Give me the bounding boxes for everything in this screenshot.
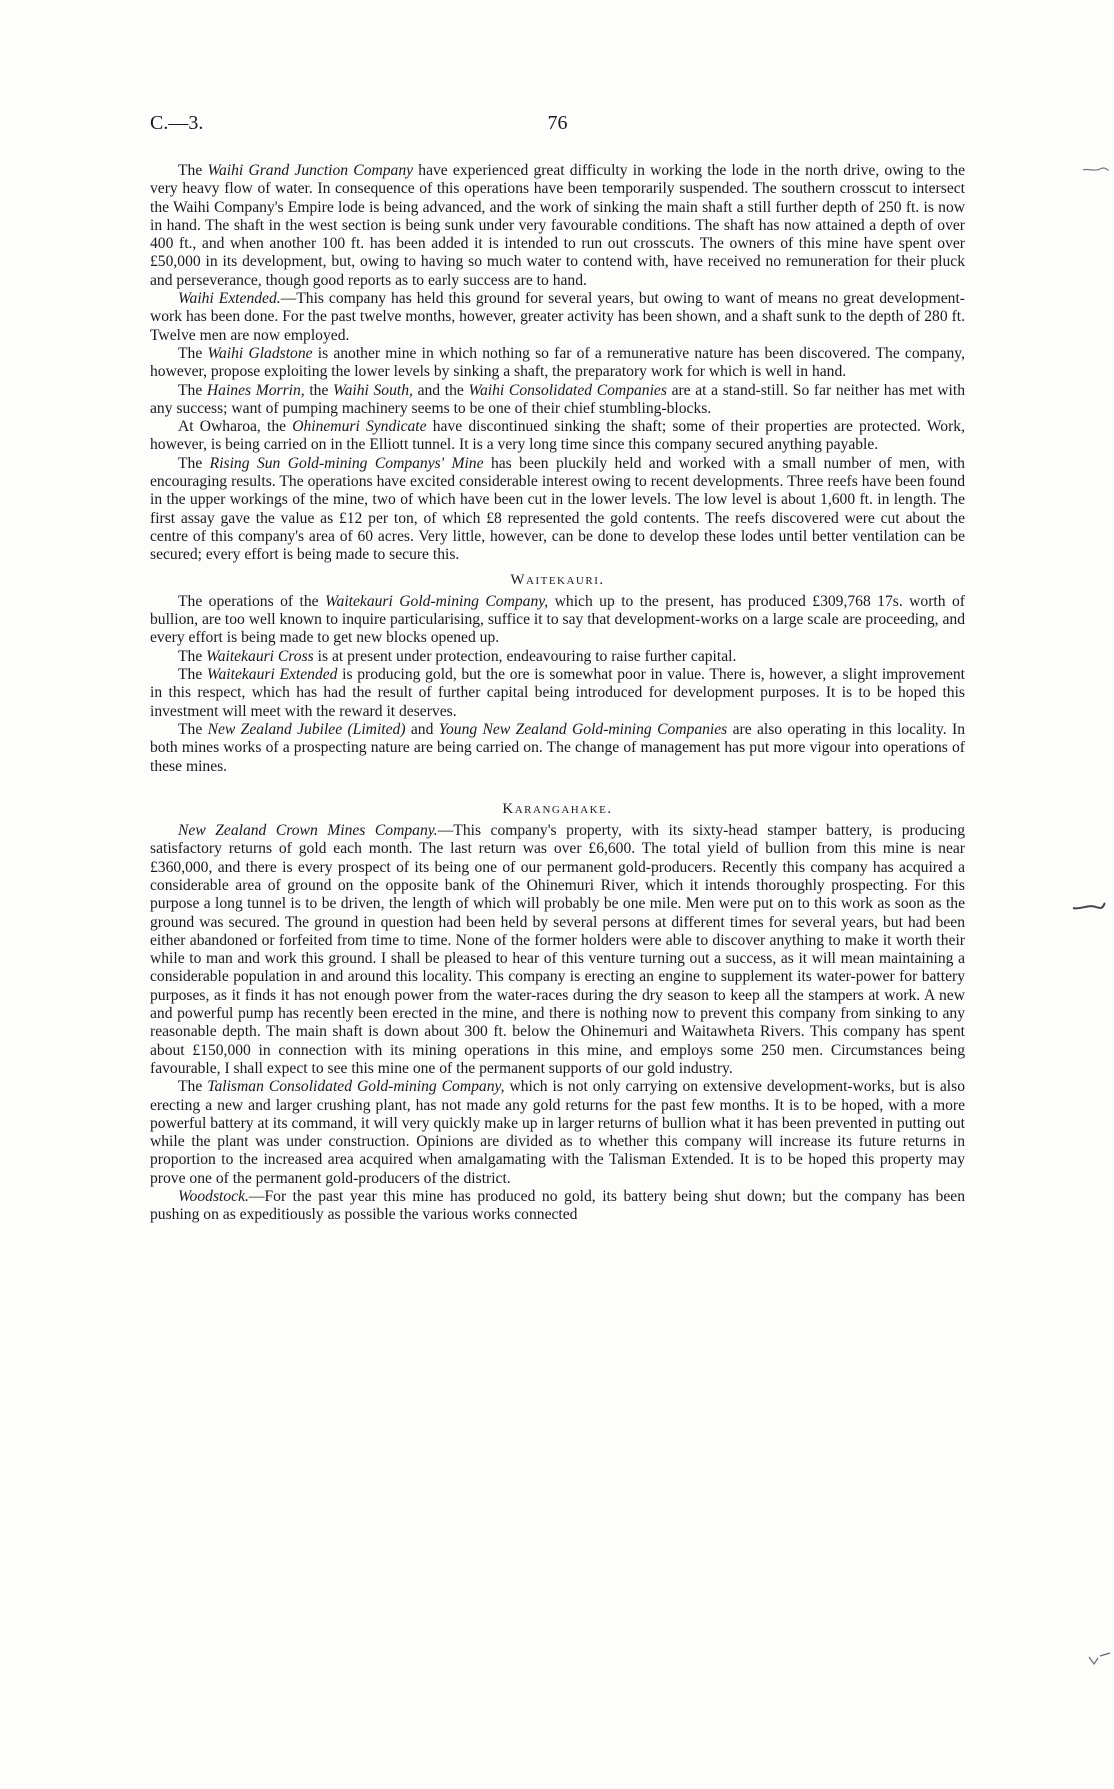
text-run: have discontinued sinking the shaft; some of their properties are protected. Work, however, is being carried on in the Elliott tunnel. It is a very long time since this company secured anything payable.: [150, 418, 965, 454]
paragraph: [150, 1188, 965, 1225]
text-run: —This company has held this ground for several years, but owing to want of means no great development-work has been done. For the past twelve months, however, greater activity has been shown, and a shaft sunk to the depth of 280 ft. Twelve men are now employed.: [150, 290, 965, 344]
text-run: is at present under protection, endeavouring to raise further capital.: [313, 647, 737, 665]
text-run: is producing gold, but the ore is somewhat poor in value. There is, however, a slight improvement in this respect, which has had the result of further capital being introduced for development purposes. It is to be hoped this investment will meet with the reward it deserves.: [150, 666, 965, 720]
italic-name: Waihi Consolidated Companies: [468, 381, 667, 399]
italic-name: Waitekauri Extended: [206, 666, 338, 684]
paragraph: [150, 162, 965, 290]
text-run: and the: [412, 381, 469, 399]
italic-name: Talisman Consolidated Gold-mining Company,: [207, 1078, 505, 1096]
italic-name: Young New Zealand Gold-mining Companies: [438, 720, 728, 738]
italic-name: Waihi Grand Junction Company: [207, 162, 414, 179]
paragraph: [150, 721, 965, 776]
paragraph: [150, 666, 965, 721]
text-run: are also operating in this locality. In both mines works of a prospecting nature are being carried on. The change of management has put more vigour into operations of these mines.: [150, 720, 965, 775]
section-reference: C.—3.: [150, 112, 204, 134]
margin-ink-mark: [1072, 902, 1100, 910]
italic-name: New Zealand Jubilee (Limited): [207, 720, 406, 738]
italic-name: Waitekauri Cross: [206, 647, 314, 665]
text-run: have experienced great difficulty in working the lode in the north drive, owing to the very heavy flow of water. In consequence of this operations have been temporarily suspended. The southern crosscut to intersect the Waihi Company's Empire lode is being advanced, and the work of sinking the main shaft a still further depth of 250 ft. is now in hand. The shaft in the west section is being sunk under very favourable conditions. The shaft has now attained a depth of over 400 ft., and when another 100 ft. has been added it is intended to run out crosscuts. The owners of this mine have spent over £50,000 in its development, but, owing to having so much water to contend with, have received no remuneration for their pluck and perseverance, though good reports as to early success are to hand.: [150, 162, 965, 289]
paragraph: [150, 593, 965, 648]
text-run: The: [178, 162, 208, 179]
paragraph: [150, 382, 965, 419]
text-run: has been pluckily held and worked with a small number of men, with encouraging results. The operations have excited considerable interest owing to recent developments. Three reefs have been found in the upper workings of the mine, two of which have been cut in the lower levels. The low level is about 1,600 ft. in length. The first assay gave the value as £12 per ton, of which £8 represented the gold contents. The reefs discovered were cut about the centre of this company's area of 60 acres. Very little, however, can be done to develop these lodes until better ventilation can be secured; every effort is being made to secure this.: [150, 454, 965, 564]
page-header: [150, 112, 965, 142]
text-run: —This company's property, with its sixty-head stamper battery, is producing satisfactory returns of gold each month. The last return was over £6,600. The total yield of bullion from this mine is near £360,000, and there is every prospect of its being one of our permanent gold-producers. Recently this company has acquired a considerable area of ground on the opposite bank of the Ohinemuri River, which it intends thoroughly prospecting. For this purpose a long tunnel is to be driven, the length of which will probably be one mile. Men were put on to this work as soon as the ground was secured. The ground in question had been held by several persons at different times for several years, but had been either abandoned or forfeited from time to time. None of the former holders were able to discover anything to make it worth their while to man and work this ground. I shall be pleased to hear of this venture turning out a success, as it will mean maintaining a considerable population in and around this locality. This company is erecting an engine to supplement its water-power for battery purposes, as it finds it has not enough power from the water-races during the dry season to keep all the stampers at work. A new and powerful pump has recently been erected in the mine, and there is nothing now to prevent this company from sinking to any reasonable depth. The main shaft is down about 300 ft. below the Ohinemuri and Waitawheta Rivers. This company has spent about £150,000 in connection with its mining operations in this mine, and employs some 250 men. Circumstances being favourable, I shall expect to see this mine one of the permanent supports of our gold industry.: [150, 822, 965, 1077]
page-number: 76: [547, 112, 568, 134]
text-run: The: [178, 344, 208, 362]
italic-name: Rising Sun Gold-mining Companys' Mine: [209, 454, 484, 472]
margin-ink-mark: [1088, 1652, 1114, 1660]
text-run: The: [178, 647, 207, 665]
text-run: The: [178, 1078, 208, 1096]
margin-ink-mark: [1082, 166, 1110, 174]
italic-name: Haines Morrin,: [206, 381, 305, 399]
text-run: which up to the present, has produced £309,768 17s. worth of bullion, are too well known to inquire particularising, suffice it to say that development-works on a large scale are proceeding, and every effort is being made to get new blocks opened up.: [150, 592, 965, 647]
text-run: which is not only carrying on extensive development-works, but is also erecting a new and larger crushing plant, has not made any gold returns for the past few months. It is to be hoped, with a more powerful battery at its command, it will very quickly make up in larger returns of bullion what it has been prevented in putting out while the plant was under construction. Opinions are divided as to whether this company will increase its future returns in proportion to the increased area acquired when amalgamating with the Talisman Extended. It is to be hoped this property may prove one of the permanent gold-producers of the district.: [150, 1078, 965, 1187]
heading-waitekauri: Waitekauri.: [510, 571, 605, 588]
italic-name: Waihi Extended.: [178, 290, 281, 308]
text-run: The: [178, 720, 208, 738]
italic-name: Waihi South,: [333, 381, 413, 399]
paragraph: [150, 290, 965, 345]
italic-name: Waitekauri Gold-mining Company,: [324, 592, 549, 610]
italic-name: Ohinemuri Syndicate: [292, 418, 427, 436]
section-karangahake: [150, 822, 965, 1225]
text-run: are at a stand-still. So far neither has met with any success; want of pumping machinery seems to be one of their chief stumbling-blocks.: [150, 381, 965, 417]
body-text: [150, 162, 965, 1225]
paragraph: [150, 822, 965, 1078]
paragraph: [150, 418, 965, 455]
text-run: and: [405, 720, 439, 738]
italic-name: Woodstock.: [178, 1188, 249, 1206]
text-run: At Owharoa, the: [178, 418, 293, 436]
paragraph: [150, 455, 965, 565]
paragraph: [150, 648, 965, 666]
text-run: The: [178, 666, 207, 684]
text-run: is another mine in which nothing so far of a remunerative nature has been discovered. The company, however, propose exploiting the lower levels by sinking a shaft, the preparatory work for which is well in hand.: [150, 344, 965, 381]
section-waitekauri: [150, 593, 965, 776]
text-run: —For the past year this mine has produced no gold, its battery being shut down; but the company has been pushing on as expeditiously as possible the various works connected: [150, 1188, 965, 1224]
text-run: The operations of the: [178, 592, 325, 610]
paragraph: [150, 345, 965, 382]
text-run: The: [178, 454, 210, 472]
text-run: The: [178, 381, 207, 399]
italic-name: New Zealand Crown Mines Company.: [178, 822, 438, 840]
section-waihi: [150, 162, 965, 565]
text-run: the: [304, 381, 334, 399]
heading-karangahake: Karangahake.: [502, 800, 613, 817]
italic-name: Waihi Gladstone: [207, 344, 313, 362]
paragraph: [150, 1078, 965, 1188]
